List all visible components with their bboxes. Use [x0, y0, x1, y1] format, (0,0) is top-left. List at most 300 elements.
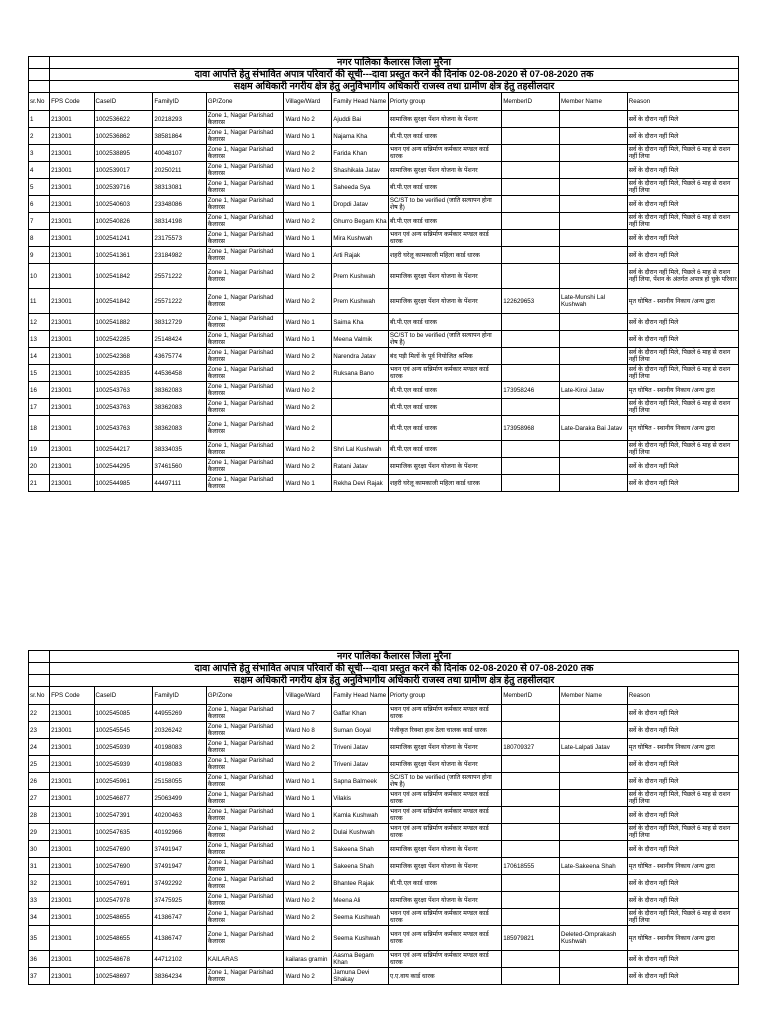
- cell-family-head-name: [332, 399, 389, 416]
- table-row: [29, 951, 739, 968]
- cell-sr-no: 29: [29, 824, 50, 841]
- cell-priority-group: सामाजिक सुरक्षा पेंशन योजना के पेंशनर: [388, 289, 501, 314]
- cell-fps-code: 213001: [50, 416, 94, 441]
- table-row: [29, 289, 739, 314]
- cell-gp-zone: Zone 1, Nagar Parishad कैलारस: [206, 773, 284, 790]
- cell-priority-group: भवन एवं अन्य सन्निर्माण कर्मकार मण्डल कार्ड धारक: [388, 807, 501, 824]
- cell-member-id: [502, 348, 560, 365]
- column-header-village-ward: Village/Ward: [284, 93, 332, 111]
- cell-village-ward: Ward No 2: [284, 824, 332, 841]
- cell-gp-zone: Zone 1, Nagar Parishad कैलारस: [206, 807, 284, 824]
- table-row: [29, 756, 739, 773]
- cell-gp-zone: Zone 1, Nagar Parishad कैलारस: [206, 739, 284, 756]
- heading-office: नगर पालिका कैलारस जिला मुरैना: [50, 57, 739, 69]
- cell-gp-zone: Zone 1, Nagar Parishad कैलारस: [206, 213, 284, 230]
- cell-family-id: 40198083: [153, 739, 206, 756]
- cell-member-id: [502, 790, 560, 807]
- cell-reason: सर्वे के दौरान नहीं मिले: [627, 773, 738, 790]
- cell-priority-group: सामाजिक सुरक्षा पेंशन योजना के पेंशनर: [388, 111, 501, 128]
- cell-reason: सर्वे के दौरान नहीं मिले: [627, 705, 738, 722]
- cell-priority-group: भवन एवं अन्य सन्निर्माण कर्मकार मण्डल कार्ड धारक: [388, 365, 501, 382]
- cell-reason: सर्व के दौरान नहीं मिले, पिछले 6 माह से राशन नहीं लिया: [627, 441, 738, 458]
- cell-village-ward: Ward No 1: [284, 196, 332, 213]
- cell-village-ward: Ward No 2: [284, 892, 332, 909]
- cell-family-head-name: [332, 416, 389, 441]
- cell-reason: सर्वे के दौरान नहीं मिले: [627, 162, 738, 179]
- cell-member-id: 173958246: [502, 382, 560, 399]
- cell-family-head-name: Gaffar Khan: [332, 705, 389, 722]
- cell-family-head-name: Prem Kushwah: [332, 289, 389, 314]
- cell-family-id: 41386747: [153, 909, 206, 926]
- cell-fps-code: 213001: [50, 968, 94, 985]
- cell-case-id: 1002543763: [94, 399, 153, 416]
- cell-family-head-name: Dropdi Jatav: [332, 196, 389, 213]
- cell-fps-code: 213001: [50, 475, 94, 492]
- column-header-case-id: CaseID: [94, 687, 153, 705]
- cell-priority-group: सामाजिक सुरक्षा पेंशन योजना के पेंशनर: [388, 756, 501, 773]
- cell-sr-no: 35: [29, 926, 50, 951]
- cell-family-id: 44536458: [153, 365, 206, 382]
- table-row: [29, 416, 739, 441]
- cell-case-id: 1002547690: [94, 858, 153, 875]
- cell-member-id: [502, 230, 560, 247]
- cell-member-id: [502, 247, 560, 264]
- cell-gp-zone: KAILARAS: [206, 951, 284, 968]
- cell-member-id: 170618555: [502, 858, 560, 875]
- table-row: [29, 475, 739, 492]
- cell-reason: सर्व के दौरान नहीं मिले, पिछले 6 माह से राशन नहीं लिया: [627, 824, 738, 841]
- cell-village-ward: Ward No 2: [284, 909, 332, 926]
- cell-family-id: 37491947: [153, 841, 206, 858]
- cell-sr-no: 24: [29, 739, 50, 756]
- cell-member-name: [559, 314, 627, 331]
- cell-member-id: [502, 213, 560, 230]
- cell-gp-zone: Zone 1, Nagar Parishad कैलारस: [206, 314, 284, 331]
- heading-list-title: दावा आपत्ति हेतु संभावित अपात्र परिवारों की सूची---दावा प्रस्तुत करने की दिनांक 02-08-2020 से 07-08-2020 तक: [50, 663, 739, 675]
- cell-member-id: [502, 892, 560, 909]
- cell-reason: सर्वे के दौरान नहीं मिले: [627, 892, 738, 909]
- cell-sr-no: 8: [29, 230, 50, 247]
- cell-priority-group: बी.पी.एल कार्ड धारक: [388, 128, 501, 145]
- cell-member-name: [559, 162, 627, 179]
- table-row: [29, 773, 739, 790]
- cell-reason: सर्वे के दौरान नहीं मिले: [627, 331, 738, 348]
- cell-reason: सर्वे के दौरान नहीं मिले: [627, 722, 738, 739]
- cell-member-name: [559, 722, 627, 739]
- cell-member-id: [502, 128, 560, 145]
- cell-family-head-name: Ruksana Bano: [332, 365, 389, 382]
- cell-reason: सर्वे के दौरान नहीं मिले: [627, 968, 738, 985]
- cell-family-head-name: Saima Kha: [332, 314, 389, 331]
- cell-member-name: [559, 128, 627, 145]
- table-body-2: [29, 651, 739, 985]
- cell-family-id: 41386747: [153, 926, 206, 951]
- cell-family-head-name: Meena Ali: [332, 892, 389, 909]
- cell-fps-code: 213001: [50, 128, 94, 145]
- cell-family-id: 38362083: [153, 399, 206, 416]
- table-row: [29, 314, 739, 331]
- cell-member-id: [502, 458, 560, 475]
- cell-fps-code: 213001: [50, 790, 94, 807]
- cell-member-id: [502, 968, 560, 985]
- cell-fps-code: 213001: [50, 230, 94, 247]
- table-row: [29, 968, 739, 985]
- cell-case-id: 1002545085: [94, 705, 153, 722]
- cell-sr-no: 18: [29, 416, 50, 441]
- cell-member-id: [502, 399, 560, 416]
- cell-gp-zone: Zone 1, Nagar Parishad कैलारस: [206, 179, 284, 196]
- cell-member-id: 122629653: [502, 289, 560, 314]
- cell-family-head-name: Vilakis: [332, 790, 389, 807]
- cell-sr-no: 25: [29, 756, 50, 773]
- cell-reason: मृत घोषित - स्थानीय निकाय /अन्य द्वारा: [627, 739, 738, 756]
- cell-family-head-name: Sakeena Shah: [332, 858, 389, 875]
- cell-reason: मृत घोषित - स्थानीय निकाय /अन्य द्वारा: [627, 382, 738, 399]
- data-table: [28, 650, 739, 985]
- cell-case-id: 1002545939: [94, 756, 153, 773]
- cell-family-id: 20326242: [153, 722, 206, 739]
- cell-fps-code: 213001: [50, 247, 94, 264]
- cell-family-head-name: Ajuddi Bai: [332, 111, 389, 128]
- cell-family-id: 25063499: [153, 790, 206, 807]
- cell-member-id: [502, 145, 560, 162]
- cell-gp-zone: Zone 1, Nagar Parishad कैलारस: [206, 756, 284, 773]
- cell-member-name: [559, 196, 627, 213]
- cell-family-head-name: Saheeda Sya: [332, 179, 389, 196]
- table-row: [29, 705, 739, 722]
- cell-sr-no: 16: [29, 382, 50, 399]
- table-row: [29, 179, 739, 196]
- cell-case-id: 1002547978: [94, 892, 153, 909]
- cell-village-ward: Ward No 2: [284, 382, 332, 399]
- cell-sr-no: 10: [29, 264, 50, 289]
- cell-case-id: 1002547691: [94, 875, 153, 892]
- cell-family-head-name: Bhantee Rajak: [332, 875, 389, 892]
- cell-fps-code: 213001: [50, 348, 94, 365]
- cell-priority-group: भवन एवं अन्य सन्निर्माण कर्मकार मण्डल कार्ड धारक: [388, 145, 501, 162]
- cell-member-name: [559, 951, 627, 968]
- column-header-member-id: MemberID: [502, 93, 560, 111]
- cell-family-id: 38313081: [153, 179, 206, 196]
- table-row: [29, 441, 739, 458]
- cell-member-id: [502, 705, 560, 722]
- cell-reason: मृत घोषित - स्थानीय निकाय /अन्य द्वारा: [627, 858, 738, 875]
- cell-member-name: [559, 773, 627, 790]
- cell-member-name: [559, 348, 627, 365]
- cell-family-id: 25158055: [153, 773, 206, 790]
- cell-reason: सर्वे के दौरान नहीं मिले: [627, 111, 738, 128]
- cell-case-id: 1002547690: [94, 841, 153, 858]
- cell-priority-group: बंद पड़ी मिलों के पूर्व नियोजित श्रमिक: [388, 348, 501, 365]
- cell-family-id: 38364234: [153, 968, 206, 985]
- cell-priority-group: ए.ए.वाय कार्ड धारक: [388, 968, 501, 985]
- table-row: [29, 790, 739, 807]
- cell-priority-group: भवन एवं अन्य सन्निर्माण कर्मकार मण्डल कार्ड धारक: [388, 909, 501, 926]
- cell-member-name: [559, 909, 627, 926]
- cell-fps-code: 213001: [50, 807, 94, 824]
- cell-sr-no: 12: [29, 314, 50, 331]
- heading-list-title: दावा आपत्ति हेतु संभावित अपात्र परिवारों की सूची---दावा प्रस्तुत करने की दिनांक 02-08-2020 से 07-08-2020 तक: [50, 69, 739, 81]
- cell-gp-zone: Zone 1, Nagar Parishad कैलारस: [206, 162, 284, 179]
- cell-village-ward: kailaras gramin: [284, 951, 332, 968]
- cell-gp-zone: Zone 1, Nagar Parishad कैलारस: [206, 247, 284, 264]
- cell-family-id: 38312729: [153, 314, 206, 331]
- cell-member-name: [559, 179, 627, 196]
- cell-member-name: [559, 892, 627, 909]
- cell-gp-zone: Zone 1, Nagar Parishad कैलारस: [206, 458, 284, 475]
- cell-fps-code: 213001: [50, 705, 94, 722]
- cell-family-head-name: Arti Rajak: [332, 247, 389, 264]
- cell-sr-no: 30: [29, 841, 50, 858]
- cell-fps-code: 213001: [50, 722, 94, 739]
- cell-family-id: 25571222: [153, 264, 206, 289]
- cell-fps-code: 213001: [50, 841, 94, 858]
- heading-authority: सक्षम अधिकारी नगरीय क्षेत्र हेतु अनुविभागीय अधिकारी राजस्व तथा ग्रामीण क्षेत्र हेतु तहसीलदार: [50, 675, 739, 687]
- cell-village-ward: Ward No 1: [284, 247, 332, 264]
- table-row: [29, 458, 739, 475]
- cell-case-id: 1002548678: [94, 951, 153, 968]
- cell-fps-code: 213001: [50, 909, 94, 926]
- cell-sr-no: 14: [29, 348, 50, 365]
- cell-village-ward: Ward No 2: [284, 416, 332, 441]
- cell-village-ward: Ward No 1: [284, 331, 332, 348]
- cell-family-id: 43675774: [153, 348, 206, 365]
- cell-fps-code: 213001: [50, 458, 94, 475]
- cell-member-name: [559, 458, 627, 475]
- cell-case-id: 1002538895: [94, 145, 153, 162]
- cell-case-id: 1002547635: [94, 824, 153, 841]
- cell-fps-code: 213001: [50, 399, 94, 416]
- cell-priority-group: SC/ST to be verified (जाति सत्यापन होना शेष है): [388, 196, 501, 213]
- cell-sr-no: 17: [29, 399, 50, 416]
- cell-reason: सर्व के दौरान नहीं मिले, पिछले 6 माह से राशन नहीं लिया: [627, 365, 738, 382]
- cell-member-id: [502, 841, 560, 858]
- cell-member-name: [559, 475, 627, 492]
- cell-family-head-name: Triveni Jatav: [332, 739, 389, 756]
- cell-member-id: [502, 441, 560, 458]
- cell-priority-group: सामाजिक सुरक्षा पेंशन योजना के पेंशनर: [388, 264, 501, 289]
- cell-member-name: [559, 705, 627, 722]
- cell-fps-code: 213001: [50, 739, 94, 756]
- cell-gp-zone: Zone 1, Nagar Parishad कैलारस: [206, 722, 284, 739]
- cell-priority-group: सामाजिक सुरक्षा पेंशन योजना के पेंशनर: [388, 858, 501, 875]
- cell-reason: सर्वे के दौरान नहीं मिले: [627, 807, 738, 824]
- cell-fps-code: 213001: [50, 196, 94, 213]
- cell-gp-zone: Zone 1, Nagar Parishad कैलारस: [206, 264, 284, 289]
- cell-village-ward: Ward No 1: [284, 128, 332, 145]
- cell-sr-no: 4: [29, 162, 50, 179]
- cell-case-id: 1002548697: [94, 968, 153, 985]
- cell-village-ward: Ward No 2: [284, 739, 332, 756]
- cell-case-id: 1002546877: [94, 790, 153, 807]
- cell-family-head-name: Shri Lal Kushwah: [332, 441, 389, 458]
- cell-sr-no: 34: [29, 909, 50, 926]
- cell-family-head-name: Rekha Devi Rajak: [332, 475, 389, 492]
- cell-sr-no: 26: [29, 773, 50, 790]
- column-header-fps-code: FPS Code: [50, 687, 94, 705]
- cell-family-head-name: Sakeena Shah: [332, 841, 389, 858]
- table-row: [29, 247, 739, 264]
- cell-member-name: [559, 264, 627, 289]
- cell-case-id: 1002540826: [94, 213, 153, 230]
- cell-reason: सर्व के दौरान नहीं मिले, पिछले 6 माह से राशन नहीं लिया: [627, 399, 738, 416]
- cell-member-id: [502, 365, 560, 382]
- cell-family-id: 38314198: [153, 213, 206, 230]
- table-row: [29, 892, 739, 909]
- cell-family-head-name: Prem Kushwah: [332, 264, 389, 289]
- column-header-case-id: CaseID: [94, 93, 153, 111]
- column-header-priority-group: Priorty group: [388, 93, 501, 111]
- column-header-row: [29, 687, 739, 705]
- cell-case-id: 1002541241: [94, 230, 153, 247]
- cell-village-ward: Ward No 1: [284, 790, 332, 807]
- column-header-member-id: MemberID: [502, 687, 560, 705]
- cell-family-id: 44955269: [153, 705, 206, 722]
- cell-gp-zone: Zone 1, Nagar Parishad कैलारस: [206, 705, 284, 722]
- cell-reason: सर्वे के दौरान नहीं मिले: [627, 314, 738, 331]
- table-row: [29, 111, 739, 128]
- cell-member-name: [559, 441, 627, 458]
- column-header-family-head-name: Family Head Name: [332, 93, 389, 111]
- cell-family-id: 38362083: [153, 382, 206, 399]
- table-row: [29, 841, 739, 858]
- cell-reason: मृत घोषित - स्थानीय निकाय /अन्य द्वारा: [627, 926, 738, 951]
- cell-village-ward: Ward No 8: [284, 722, 332, 739]
- cell-member-name: [559, 111, 627, 128]
- cell-member-id: [502, 162, 560, 179]
- cell-family-head-name: Suman Goyal: [332, 722, 389, 739]
- cell-family-head-name: Seema Kushwah: [332, 926, 389, 951]
- cell-member-id: [502, 909, 560, 926]
- cell-sr-no: 1: [29, 111, 50, 128]
- cell-priority-group: बी.पी.एल कार्ड धारक: [388, 875, 501, 892]
- cell-member-name: [559, 365, 627, 382]
- table-row: [29, 162, 739, 179]
- cell-member-id: 173958968: [502, 416, 560, 441]
- cell-priority-group: भवन एवं अन्य सन्निर्माण कर्मकार मण्डल कार्ड धारक: [388, 230, 501, 247]
- cell-fps-code: 213001: [50, 382, 94, 399]
- cell-priority-group: SC/ST to be verified (जाति सत्यापन होना शेष है): [388, 773, 501, 790]
- cell-reason: सर्व के दौरान नहीं मिले, पिछले 6 माह से राशन नहीं लिया: [627, 348, 738, 365]
- table-row: [29, 739, 739, 756]
- cell-gp-zone: Zone 1, Nagar Parishad कैलारस: [206, 858, 284, 875]
- cell-sr-no: 2: [29, 128, 50, 145]
- table-row: [29, 824, 739, 841]
- cell-family-id: 40192966: [153, 824, 206, 841]
- cell-gp-zone: Zone 1, Nagar Parishad कैलारस: [206, 382, 284, 399]
- cell-sr-no: 6: [29, 196, 50, 213]
- cell-member-id: [502, 314, 560, 331]
- cell-case-id: 1002544295: [94, 458, 153, 475]
- column-header-gp-zone: GP/Zone: [206, 687, 284, 705]
- cell-sr-no: 3: [29, 145, 50, 162]
- cell-member-id: [502, 875, 560, 892]
- cell-gp-zone: Zone 1, Nagar Parishad कैलारस: [206, 875, 284, 892]
- cell-village-ward: Ward No 1: [284, 179, 332, 196]
- cell-family-head-name: Meena Valmik: [332, 331, 389, 348]
- cell-family-head-name: Jamuna Devi Shakay: [332, 968, 389, 985]
- column-header-fps-code: FPS Code: [50, 93, 94, 111]
- cell-member-name: [559, 145, 627, 162]
- cell-family-head-name: Triveni Jatav: [332, 756, 389, 773]
- cell-family-id: 23348086: [153, 196, 206, 213]
- table-row: [29, 382, 739, 399]
- cell-family-id: 38362083: [153, 416, 206, 441]
- table-row: [29, 145, 739, 162]
- table-row: [29, 264, 739, 289]
- cell-village-ward: Ward No 2: [284, 926, 332, 951]
- cell-member-name: [559, 399, 627, 416]
- table-block-2: [28, 650, 739, 985]
- cell-family-id: 40048107: [153, 145, 206, 162]
- cell-reason: सर्व के दौरान नहीं मिले, पिछले 6 माह से राशन नहीं लिया: [627, 179, 738, 196]
- cell-member-id: [502, 111, 560, 128]
- column-header-member-name: Member Name: [559, 687, 627, 705]
- cell-sr-no: 21: [29, 475, 50, 492]
- cell-case-id: 1002539017: [94, 162, 153, 179]
- cell-reason: मृत घोषित - स्थानीय निकाय /अन्य द्वारा: [627, 289, 738, 314]
- cell-gp-zone: Zone 1, Nagar Parishad कैलारस: [206, 892, 284, 909]
- cell-sr-no: 13: [29, 331, 50, 348]
- table-row: [29, 230, 739, 247]
- cell-family-id: 20218293: [153, 111, 206, 128]
- cell-sr-no: 27: [29, 790, 50, 807]
- cell-member-id: [502, 756, 560, 773]
- cell-village-ward: Ward No 2: [284, 111, 332, 128]
- cell-family-head-name: Aasma Begam Khan: [332, 951, 389, 968]
- cell-family-id: 37475925: [153, 892, 206, 909]
- cell-gp-zone: Zone 1, Nagar Parishad कैलारस: [206, 128, 284, 145]
- cell-sr-no: 22: [29, 705, 50, 722]
- cell-fps-code: 213001: [50, 264, 94, 289]
- cell-sr-no: 31: [29, 858, 50, 875]
- cell-village-ward: Ward No 2: [284, 264, 332, 289]
- cell-member-id: [502, 951, 560, 968]
- cell-reason: सर्व के दौरान नहीं मिले, पिछले 6 माह से राशन नहीं लिया: [627, 213, 738, 230]
- cell-sr-no: 23: [29, 722, 50, 739]
- cell-priority-group: शहरी घरेलू कामकाजी महिला कार्ड धारक: [388, 247, 501, 264]
- cell-case-id: 1002545961: [94, 773, 153, 790]
- table-row: [29, 128, 739, 145]
- cell-case-id: 1002542835: [94, 365, 153, 382]
- cell-member-id: [502, 824, 560, 841]
- table-row: [29, 875, 739, 892]
- cell-case-id: 1002548655: [94, 926, 153, 951]
- cell-fps-code: 213001: [50, 892, 94, 909]
- cell-village-ward: Ward No 1: [284, 841, 332, 858]
- cell-sr-no: 11: [29, 289, 50, 314]
- cell-village-ward: Ward No 2: [284, 348, 332, 365]
- cell-priority-group: शहरी घरेलू कामकाजी महिला कार्ड धारक: [388, 475, 501, 492]
- cell-family-head-name: Najama Kha: [332, 128, 389, 145]
- cell-priority-group: सामाजिक सुरक्षा पेंशन योजना के पेंशनर: [388, 739, 501, 756]
- cell-family-head-name: Shashikala Jatav: [332, 162, 389, 179]
- cell-case-id: 1002545939: [94, 739, 153, 756]
- table-row: [29, 399, 739, 416]
- cell-fps-code: 213001: [50, 111, 94, 128]
- cell-family-head-name: Sapna Balmeek: [332, 773, 389, 790]
- cell-sr-no: 28: [29, 807, 50, 824]
- cell-priority-group: बी.पी.एल कार्ड धारक: [388, 179, 501, 196]
- cell-village-ward: Ward No 2: [284, 162, 332, 179]
- cell-family-id: 44497111: [153, 475, 206, 492]
- cell-village-ward: Ward No 2: [284, 756, 332, 773]
- table-row: [29, 196, 739, 213]
- cell-member-name: [559, 756, 627, 773]
- cell-village-ward: Ward No 1: [284, 475, 332, 492]
- cell-case-id: 1002540603: [94, 196, 153, 213]
- cell-sr-no: 19: [29, 441, 50, 458]
